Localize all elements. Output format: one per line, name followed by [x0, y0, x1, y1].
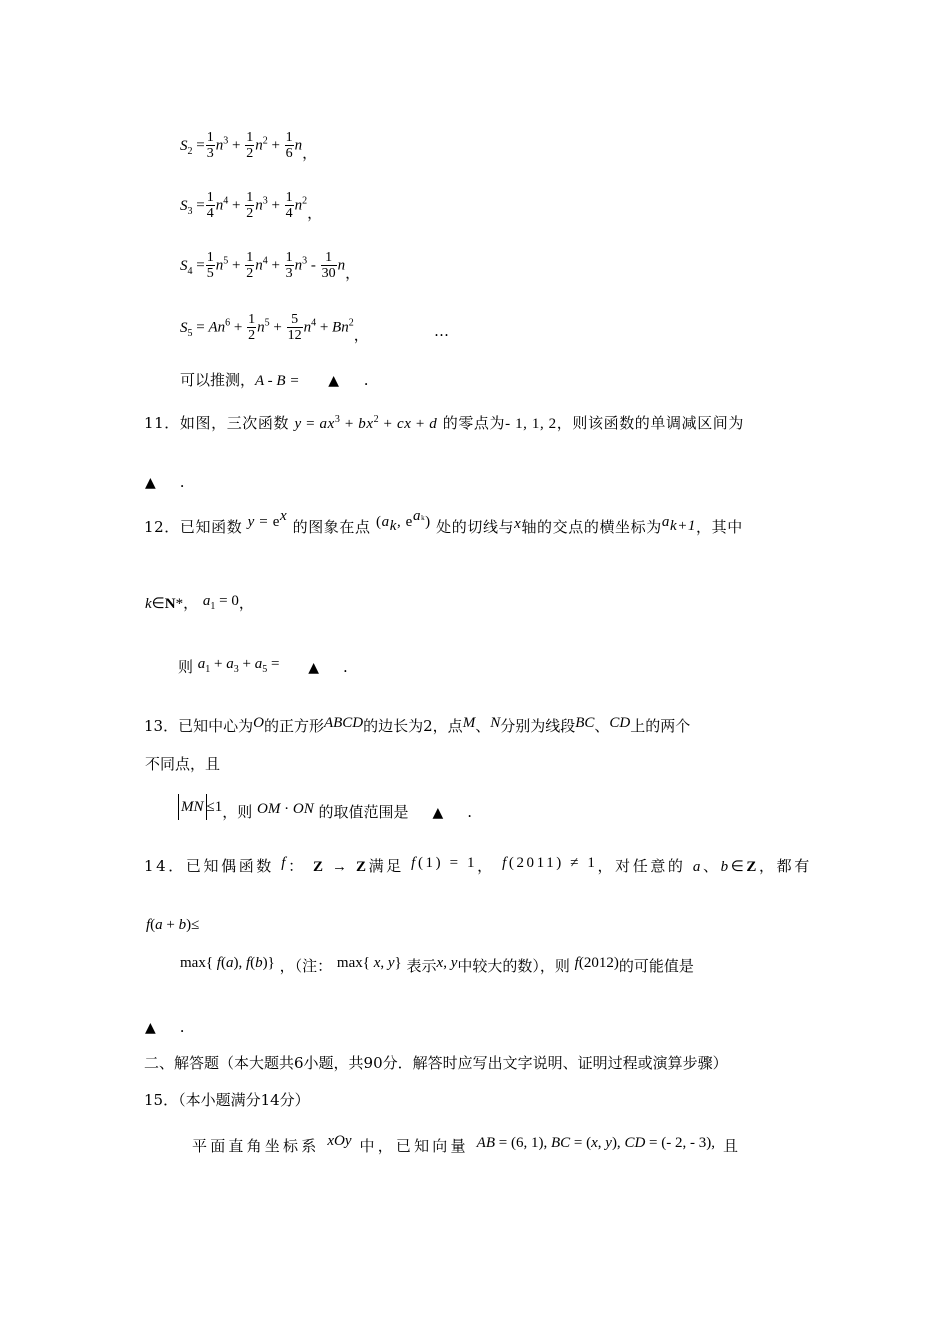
question-12-ask: 则 $a_1 + a_3 + a_5$ = ▲ . — [178, 656, 348, 676]
formula-s2: $S_2$ = $\frac{1}{3}$ $n^3$ + $\frac{1}{2}$ $n^2$ + $\frac{1}{6}$ n， — [180, 130, 318, 162]
question-15-body: 平面直角坐标系 xOy 中，已知向量 AB = (6, 1), BC = (x, y), CD = (- 2, - 3), 且 — [192, 1133, 742, 1155]
answer-blank: ▲ — [145, 1020, 156, 1036]
question-14: 14．已知偶函数 f： Z → Z满足 f(1) = 1， f(2011) ≠ 1，对任意的 a、b∈Z，都有 — [144, 855, 812, 875]
ellipsis: … — [434, 322, 449, 340]
section-heading: 二、解答题（本大题共6小题，共90分．解答时应写出文字说明、证明过程或演算步骤） — [144, 1054, 728, 1072]
question-12-condition: k∈N*， $a_1 = 0$， — [145, 593, 254, 612]
answer-blank: ▲ — [432, 805, 444, 821]
question-14-ineq: f(a + b)≤ — [146, 917, 200, 933]
question-13-condition: MN ≤1，则 OM · ON 的取值范围是 ▲ . — [178, 800, 472, 826]
question-14-max: max{ f(a), f(b)} ，（注： max{ x, y} 表示x, y中较大的数），则 f(2012)的可能值是 — [180, 955, 694, 975]
question-15-header: 15．（本小题满分14分） — [144, 1091, 310, 1109]
answer-blank: ▲ — [145, 475, 156, 491]
question-13: 13．已知中心为O的正方形ABCD的边长为2，点M、N分别为线段BC、CD上的两个 — [144, 715, 691, 735]
formula-s4: $S_4$ = $\frac{1}{5}$ $n^5$ + $\frac{1}{2}$ $n^4$ + $\frac{1}{3}$ $n^3$ - $\frac{1}{30}$ n， — [180, 250, 361, 282]
formula-s3: $S_3$ = $\frac{1}{4}$ $n^4$ + $\frac{1}{2}$ $n^3$ + $\frac{1}{4}$ $n^2$， — [180, 190, 323, 222]
question-12: 12．已知函数 $y = e^x$ 的图象在点 ($a_k$, $e^{ak}$) 处的切线与x轴的交点的横坐标为$a_{k+1}$，其中 — [144, 508, 743, 536]
formula-s5: $S_5 = An^6$ + $\frac{1}{2}$ $n^5$ + $\frac{5}{12}$ $n^4 + Bn^2$， — [180, 312, 369, 344]
guess-line: 可以推测，A - B = ▲ . — [180, 371, 369, 389]
question-11: 11．如图，三次函数 $y = ax^3 + bx^2$ + cx + d 的零点为- 1, 1, 2，则该函数的单调减区间为 — [144, 414, 744, 432]
question-13-cont: 不同点，且 — [145, 755, 221, 773]
question-14-answer: ▲ . — [145, 1018, 185, 1036]
question-11-answer: ▲ . — [145, 473, 185, 491]
answer-blank: ▲ — [308, 660, 320, 676]
answer-blank: ▲ — [328, 373, 339, 389]
